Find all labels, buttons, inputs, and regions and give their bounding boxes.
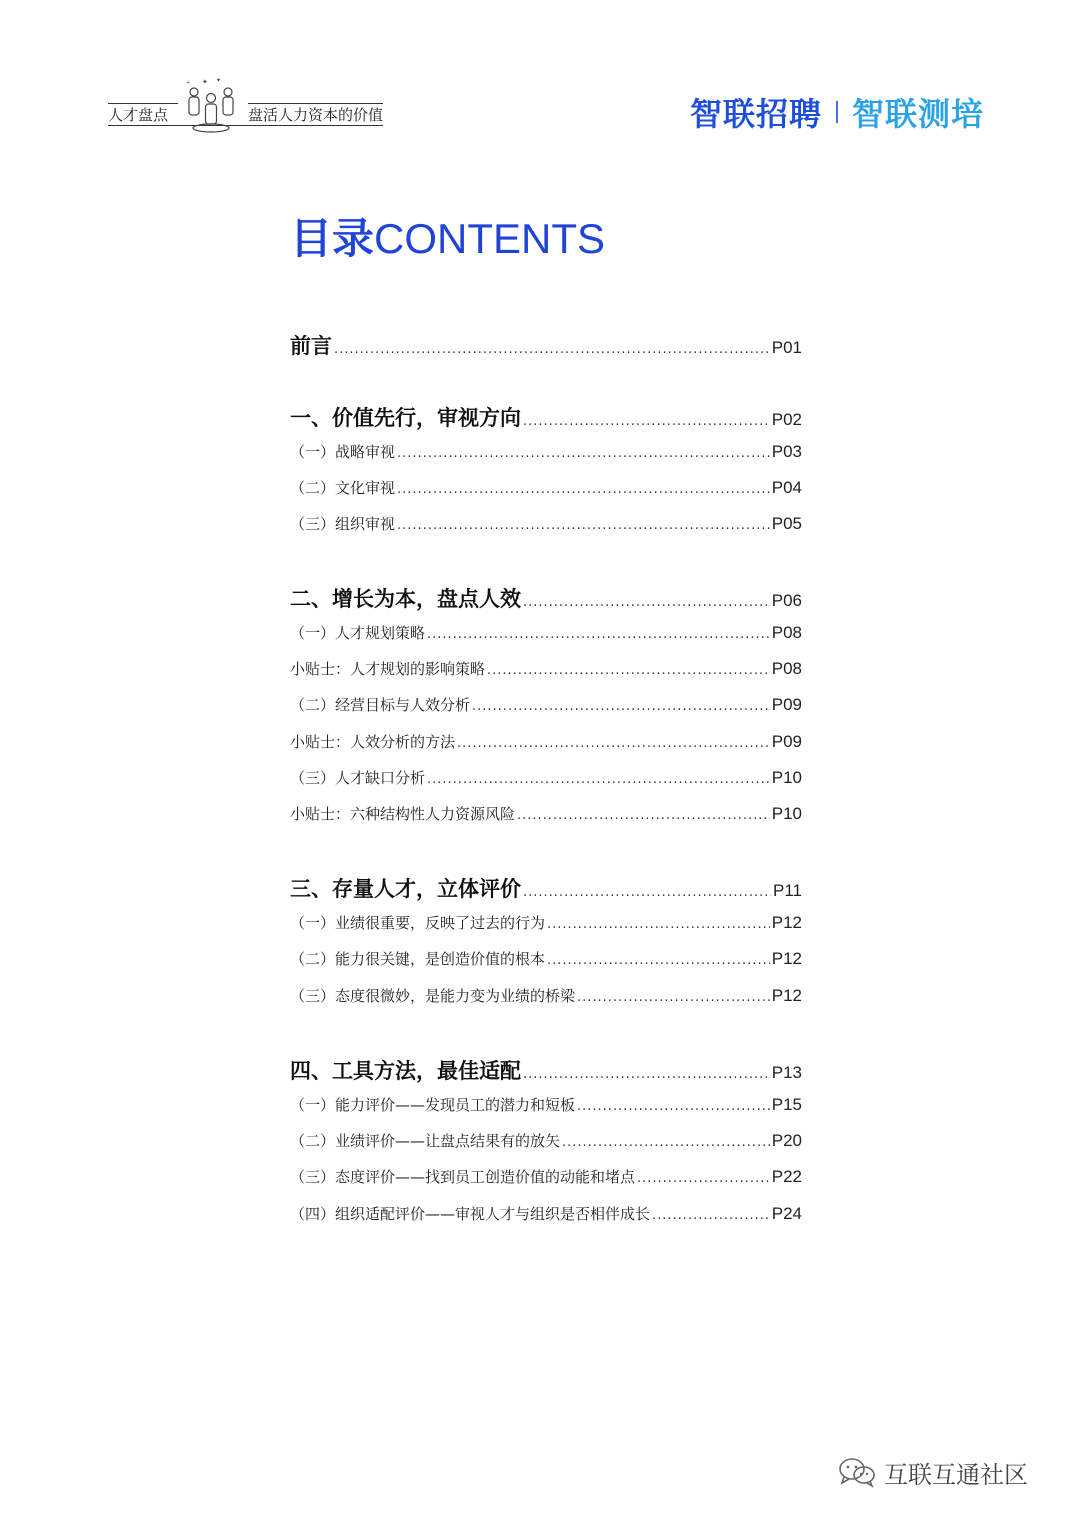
toc-entry-page: P05 (771, 514, 802, 533)
toc-entry-label: （二）经营目标与人效分析 (290, 696, 471, 714)
brand-secondary: 智联测培 (852, 95, 985, 133)
wechat-icon (838, 1456, 876, 1488)
toc-entry[interactable] (290, 330, 802, 360)
toc-entry-label: （三）组织审视 (290, 515, 396, 533)
toc-entry-label: 四、工具方法，最佳适配 (290, 1059, 521, 1083)
toc-entry[interactable] (290, 767, 802, 788)
toc-entry[interactable] (290, 402, 802, 432)
toc-entry-page: P13 (771, 1063, 802, 1082)
toc-entry-page: P09 (771, 695, 802, 714)
toc-entry-page: P24 (771, 1204, 802, 1223)
toc-entry[interactable] (290, 985, 802, 1006)
toc-entry-page: P10 (771, 768, 802, 787)
page-title (290, 206, 605, 266)
toc-entry[interactable] (290, 1055, 802, 1085)
toc-entry[interactable] (290, 1094, 802, 1115)
toc-entry-page: P03 (771, 442, 802, 461)
toc-entry-label: （一）人才规划策略 (290, 624, 426, 642)
toc-leader (652, 1208, 770, 1223)
header-left-subtitle: 盘活人力资本的价值 (248, 106, 384, 124)
toc-entry-page: P01 (771, 338, 802, 357)
toc-entry-label: （二）能力很关键，是创造价值的根本 (290, 950, 546, 968)
toc-entry-page: P04 (771, 478, 802, 497)
toc-entry-page: P20 (771, 1131, 802, 1150)
toc-entry-label: 一、价值先行，审视方向 (290, 406, 521, 430)
toc-entry-page: P08 (771, 659, 802, 678)
toc-entry[interactable] (290, 583, 802, 613)
toc-entry-page: P12 (771, 913, 802, 932)
toc-leader (397, 482, 770, 497)
toc-leader (517, 808, 770, 823)
toc-entry-label: 二、增长为本，盘点人效 (290, 587, 521, 611)
toc-entry[interactable] (290, 803, 802, 824)
toc-entry-page: P02 (771, 410, 802, 429)
page-title-en: CONTENTS (374, 215, 606, 262)
toc-entry[interactable] (290, 1166, 802, 1187)
toc-entry-label: （三）人才缺口分析 (290, 769, 426, 787)
watermark-text: 互联互通社区 (884, 1460, 1028, 1489)
toc-entry-label: 小贴士：人效分析的方法 (290, 733, 456, 751)
toc-leader (334, 342, 770, 357)
toc-leader (472, 699, 770, 714)
toc-entry[interactable] (290, 441, 802, 462)
toc-entry-page: P06 (771, 591, 802, 610)
toc-entry-label: 三、存量人才，立体评价 (290, 877, 521, 901)
toc-leader (427, 772, 770, 787)
toc-leader (523, 885, 771, 900)
page-title-cn: 目录 (290, 214, 375, 263)
toc-entry-label: （二）文化审视 (290, 479, 396, 497)
brand-primary: 智联招聘 (690, 95, 823, 133)
toc-entry-page: P15 (771, 1095, 802, 1114)
toc-entry-page: P08 (771, 623, 802, 642)
header-left (108, 76, 383, 136)
toc-leader (457, 736, 770, 751)
toc-entry-label: （四）组织适配评价——审视人才与组织是否相伴成长 (290, 1205, 651, 1223)
brand-divider (836, 101, 838, 123)
toc-entry[interactable] (290, 477, 802, 498)
toc-leader (577, 1099, 770, 1114)
toc-leader (523, 414, 770, 429)
toc-entry-label: （一）能力评价——发现员工的潜力和短板 (290, 1096, 576, 1114)
toc-entry-label: 小贴士：六种结构性人力资源风险 (290, 805, 516, 823)
toc-entry[interactable] (290, 622, 802, 643)
toc-entry[interactable] (290, 1203, 802, 1224)
toc-entry-page: P10 (771, 804, 802, 823)
svg-text:✦: ✦ (216, 77, 222, 84)
toc-entry[interactable] (290, 694, 802, 715)
toc-entry-label: 小贴士：人才规划的影响策略 (290, 660, 486, 678)
svg-text:+: + (186, 80, 191, 86)
toc-leader (487, 663, 770, 678)
toc-leader (637, 1171, 770, 1186)
toc-entry[interactable] (290, 1130, 802, 1151)
toc-entry-label: （三）态度评价——找到员工创造价值的动能和堵点 (290, 1168, 636, 1186)
toc-entry-label: （二）业绩评价——让盘点结果有的放矢 (290, 1132, 561, 1150)
svg-text:✦: ✦ (202, 78, 208, 86)
toc-entry-label: （三）态度很微妙，是能力变为业绩的桥梁 (290, 987, 576, 1005)
toc-leader (547, 953, 770, 968)
toc-leader (547, 917, 770, 932)
toc-entry[interactable] (290, 513, 802, 534)
toc-entry[interactable] (290, 873, 802, 903)
header-left-title: 人才盘点 (108, 106, 169, 124)
toc-leader (427, 627, 770, 642)
toc-entry-label: 前言 (290, 334, 332, 358)
toc-leader (523, 1067, 770, 1082)
toc-entry[interactable] (290, 948, 802, 969)
toc-entry-page: P11 (773, 881, 802, 900)
toc-entry[interactable] (290, 731, 802, 752)
toc-entry-page: P09 (771, 732, 802, 751)
watermark (838, 1454, 1028, 1490)
toc-leader (523, 595, 770, 610)
toc-leader (397, 446, 770, 461)
brand-logo (690, 92, 984, 132)
people-icon (172, 76, 250, 136)
toc-entry-page: P12 (771, 986, 802, 1005)
toc-entry-label: （一）战略审视 (290, 443, 396, 461)
toc-leader (397, 518, 770, 533)
toc-entry-label: （一）业绩很重要，反映了过去的行为 (290, 914, 546, 932)
toc-leader (562, 1135, 770, 1150)
toc-entry-page: P22 (771, 1167, 802, 1186)
toc-entry[interactable] (290, 658, 802, 679)
toc-entry-page: P12 (771, 949, 802, 968)
toc-entry[interactable] (290, 912, 802, 933)
toc-leader (577, 990, 770, 1005)
